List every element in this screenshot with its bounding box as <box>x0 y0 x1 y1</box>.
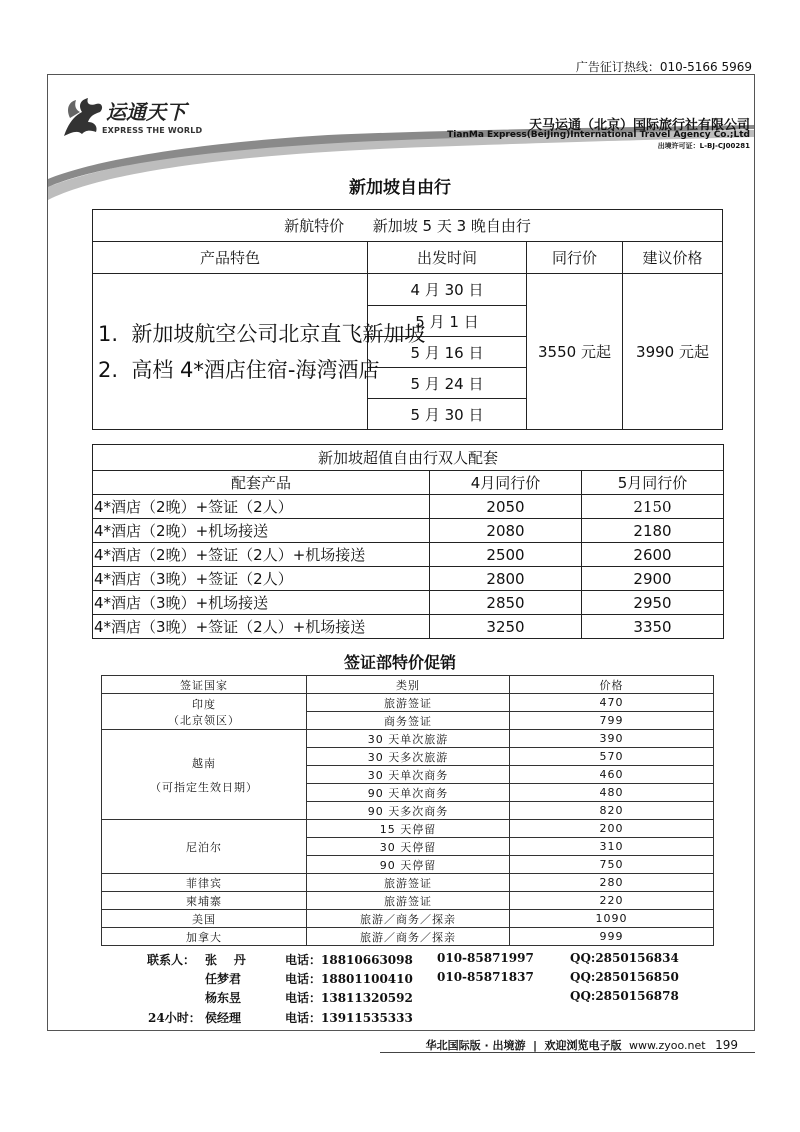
visa-row <box>102 730 714 748</box>
contact-tel: 010-85871837 <box>437 970 534 984</box>
suggested-price: 3990 元起 <box>623 274 723 430</box>
package-row <box>93 543 724 567</box>
visa-row <box>102 694 714 712</box>
visa-row <box>102 928 714 946</box>
company-name-en: TianMa Express(BeiJing)International Travel Agency Co.;Ltd <box>447 130 750 140</box>
product-header-row <box>93 242 723 274</box>
package-name: 4*酒店（3晚）+签证（2人）+机场接送 <box>93 615 430 639</box>
april-price: 2500 <box>430 543 582 567</box>
page-title: 新加坡自由行 <box>349 178 451 198</box>
visa-country: 加拿大 <box>102 928 307 946</box>
visa-category: 15 天停留 <box>307 820 510 838</box>
contact-name: 侯经理 <box>205 1011 242 1025</box>
ad-hotline: 广告征订热线：010-5166 5969 <box>575 60 752 74</box>
product-row <box>93 274 723 306</box>
footer-section: 华北国际版 · 出境游 <box>425 1039 526 1052</box>
header-price: 价格 <box>510 676 714 694</box>
header-features: 产品特色 <box>93 242 368 274</box>
package-name: 4*酒店（2晚）+签证（2人） <box>93 495 430 519</box>
country-name: 印度 <box>192 697 216 711</box>
page-footer <box>426 1037 738 1053</box>
footer-separator: | <box>532 1039 538 1052</box>
country-name: 越南 <box>192 756 216 770</box>
contact-label: 联系人： <box>147 953 196 967</box>
visa-price: 820 <box>510 802 714 820</box>
country-note: （可指定生效日期） <box>150 780 258 794</box>
visa-category: 90 天单次商务 <box>307 784 510 802</box>
contact-tel: 010-85871997 <box>437 951 534 965</box>
visa-price: 999 <box>510 928 714 946</box>
departure-date: 5 月 16 日 <box>368 337 527 368</box>
contact-qq: QQ:2850156834 <box>570 951 679 965</box>
visa-price: 570 <box>510 748 714 766</box>
footer-url[interactable]: www.zyoo.net <box>629 1039 706 1052</box>
visa-category: 旅游／商务／探亲 <box>307 910 510 928</box>
header-suggested-price: 建议价格 <box>623 242 723 274</box>
visa-country <box>102 730 307 820</box>
visa-category: 旅游签证 <box>307 694 510 712</box>
visa-category: 30 天单次商务 <box>307 766 510 784</box>
license-number: 出境许可证：L-BJ-CJ00281 <box>657 142 750 150</box>
package-name: 4*酒店（2晚）+机场接送 <box>93 519 430 543</box>
visa-category: 旅游／商务／探亲 <box>307 928 510 946</box>
visa-section-title: 签证部特价促销 <box>343 653 456 672</box>
visa-price: 799 <box>510 712 714 730</box>
header-package: 配套产品 <box>93 471 430 495</box>
visa-category: 90 天停留 <box>307 856 510 874</box>
header-country: 签证国家 <box>102 676 307 694</box>
page-number: 199 <box>715 1038 738 1052</box>
visa-price: 460 <box>510 766 714 784</box>
contact-qq: QQ:2850156850 <box>570 970 679 984</box>
contact-name: 杨东昱 <box>205 991 242 1005</box>
visa-price: 1090 <box>510 910 714 928</box>
visa-country <box>102 694 307 730</box>
contact-name: 任梦君 <box>205 972 242 986</box>
visa-country: 柬埔寨 <box>102 892 307 910</box>
departure-date: 5 月 30 日 <box>368 399 527 430</box>
contact-mobile: 电话：13811320592 <box>285 991 413 1005</box>
feature-2: 2. 高档 4*酒店住宿-海湾酒店 <box>98 357 380 382</box>
package-name: 4*酒店（3晚）+签证（2人） <box>93 567 430 591</box>
visa-price: 310 <box>510 838 714 856</box>
visa-country: 尼泊尔 <box>102 820 307 874</box>
visa-price: 280 <box>510 874 714 892</box>
april-price: 2080 <box>430 519 582 543</box>
visa-row <box>102 820 714 838</box>
visa-category: 商务签证 <box>307 712 510 730</box>
departure-date: 5 月 1 日 <box>368 306 527 337</box>
visa-category: 旅游签证 <box>307 892 510 910</box>
header-april-price: 4月同行价 <box>430 471 582 495</box>
footer-rule <box>380 1052 755 1053</box>
product-banner-row <box>93 210 723 242</box>
may-price: 2600 <box>582 543 724 567</box>
visa-category: 30 天单次旅游 <box>307 730 510 748</box>
visa-price: 390 <box>510 730 714 748</box>
logo-tagline: EXPRESS THE WORLD <box>102 126 203 135</box>
visa-header-row <box>102 676 714 694</box>
header-peer-price: 同行价 <box>527 242 623 274</box>
header-category: 类别 <box>307 676 510 694</box>
company-name-cn: 天马运通（北京）国际旅行社有限公司 <box>528 118 750 133</box>
header-may-price: 5月同行价 <box>582 471 724 495</box>
package-header-row <box>93 471 724 495</box>
contact-qq: QQ:2850156878 <box>570 989 679 1003</box>
visa-price: 220 <box>510 892 714 910</box>
package-banner: 新加坡超值自由行双人配套 <box>93 445 724 471</box>
package-name: 4*酒店（2晚）+签证（2人）+机场接送 <box>93 543 430 567</box>
april-price: 2800 <box>430 567 582 591</box>
package-row <box>93 591 724 615</box>
visa-category: 旅游签证 <box>307 874 510 892</box>
april-price: 2050 <box>430 495 582 519</box>
contact-mobile: 电话：18801100410 <box>285 972 413 986</box>
visa-price: 750 <box>510 856 714 874</box>
visa-price: 470 <box>510 694 714 712</box>
visa-category: 30 天多次旅游 <box>307 748 510 766</box>
package-row <box>93 567 724 591</box>
departure-date: 4 月 30 日 <box>368 274 527 306</box>
package-name: 4*酒店（3晚）+机场接送 <box>93 591 430 615</box>
product-table <box>92 209 723 430</box>
visa-row <box>102 910 714 928</box>
contact-mobile: 电话：13911535333 <box>285 1011 413 1025</box>
package-row <box>93 615 724 639</box>
package-table <box>92 444 724 639</box>
april-price: 3250 <box>430 615 582 639</box>
visa-row <box>102 874 714 892</box>
product-banner: 新航特价 新加坡 5 天 3 晚自由行 <box>93 210 723 242</box>
peer-price: 3550 元起 <box>527 274 623 430</box>
country-note: （北京领区） <box>168 713 240 727</box>
visa-row <box>102 892 714 910</box>
may-price: 3350 <box>582 615 724 639</box>
product-features <box>93 274 426 430</box>
logo-text: 运通天下 <box>106 100 186 124</box>
visa-table <box>101 675 714 946</box>
may-price: 2900 <box>582 567 724 591</box>
package-row <box>93 519 724 543</box>
may-price: 2950 <box>582 591 724 615</box>
visa-price: 200 <box>510 820 714 838</box>
may-price: 2180 <box>582 519 724 543</box>
footer-slogan: 欢迎浏览电子版 <box>544 1039 622 1052</box>
package-banner-row <box>93 445 724 471</box>
contact-name: 张 丹 <box>205 953 246 967</box>
pegasus-logo-icon <box>60 96 106 140</box>
april-price: 2850 <box>430 591 582 615</box>
visa-price: 480 <box>510 784 714 802</box>
visa-country: 菲律宾 <box>102 874 307 892</box>
may-price: 2150 <box>582 495 724 519</box>
contact-mobile: 电话：18810663098 <box>285 953 413 967</box>
package-row <box>93 495 724 519</box>
contact-label: 24小时： <box>148 1011 201 1025</box>
header-departure: 出发时间 <box>368 242 527 274</box>
departure-date: 5 月 24 日 <box>368 368 527 399</box>
visa-category: 30 天停留 <box>307 838 510 856</box>
visa-country: 美国 <box>102 910 307 928</box>
feature-1: 1. 新加坡航空公司北京直飞新加坡 <box>98 321 426 346</box>
visa-category: 90 天多次商务 <box>307 802 510 820</box>
